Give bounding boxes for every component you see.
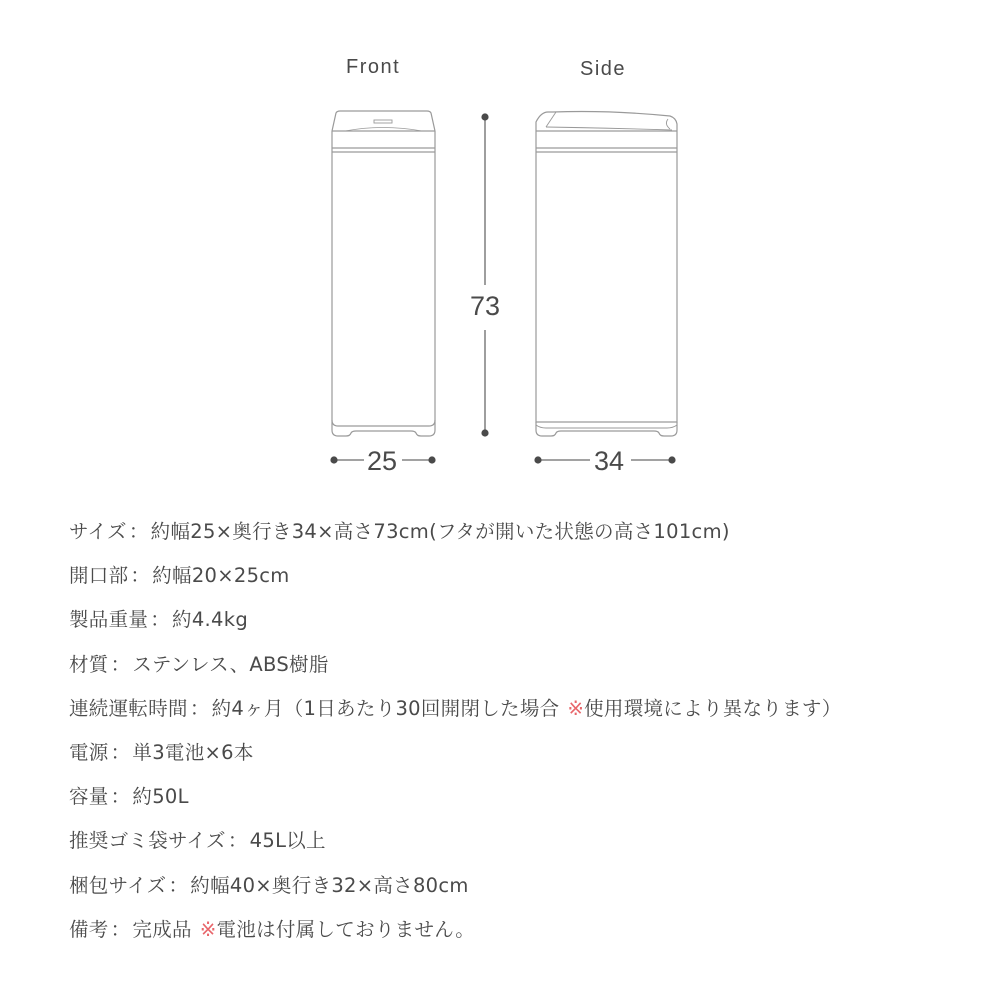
spec-row-size (69, 515, 969, 559)
spec-separator: ： (110, 917, 131, 941)
spec-key: サイズ (69, 520, 127, 543)
spec-value: ステンレス、ABS樹脂 (132, 652, 329, 676)
spec-separator: ： (110, 652, 131, 676)
spec-separator: ： (189, 696, 210, 720)
spec-separator: ： (110, 785, 131, 809)
spec-value: 45L以上 (249, 829, 326, 853)
spec-value: 約4ヶ月（1日あたり30回開閉した場合 (211, 696, 560, 720)
spec-separator: ： (150, 608, 171, 632)
spec-note: 電池は付属しておりません。 (216, 917, 476, 941)
spec-key: 梱包サイズ (69, 873, 167, 897)
spec-key: 材質 (69, 652, 109, 676)
spec-key: 推奨ゴミ袋サイズ (69, 829, 226, 853)
spec-separator: ： (227, 829, 248, 853)
side-view-label: Side (580, 58, 627, 80)
spec-value: 約幅20×25cm (152, 564, 290, 588)
front-width-value: 25 (367, 446, 398, 476)
spec-row-package-size (69, 869, 969, 913)
spec-key: 連続運転時間 (69, 696, 188, 720)
spec-key: 製品重量 (69, 608, 149, 632)
front-view-label: Front (346, 56, 401, 78)
note-mark-icon: ※ (567, 696, 585, 720)
spec-row-runtime (69, 692, 969, 736)
height-dimension-line (481, 113, 488, 436)
spec-row-remarks (69, 913, 969, 957)
spec-value: 単3電池×6本 (132, 740, 254, 764)
front-view-drawing (332, 111, 435, 436)
dimension-dot-icon (534, 456, 541, 463)
spec-value: 約幅40×奥行き32×高さ80cm (190, 873, 469, 897)
dimension-dot-icon (330, 456, 337, 463)
dimension-dot-icon (428, 456, 435, 463)
spec-key: 開口部 (69, 564, 129, 588)
specification-list (69, 515, 969, 957)
spec-separator: ： (130, 564, 151, 588)
spec-value: 約4.4kg (172, 608, 248, 632)
spec-row-material (69, 648, 969, 692)
spec-value: 完成品 (132, 917, 192, 941)
spec-separator: ： (128, 520, 149, 543)
height-value: 73 (470, 291, 501, 321)
spec-key: 容量 (69, 785, 109, 809)
spec-row-power (69, 736, 969, 780)
dimension-dot-icon (668, 456, 675, 463)
spec-key: 電源 (69, 740, 109, 764)
spec-row-capacity (69, 780, 969, 824)
side-depth-value: 34 (594, 446, 625, 476)
spec-value: 約幅25×奥行き34×高さ73cm(フタが開いた状態の高さ101cm) (150, 520, 730, 543)
dimension-dot-icon (481, 113, 488, 120)
spec-value: 約50L (132, 785, 189, 809)
dimension-dot-icon (481, 429, 488, 436)
note-mark-icon: ※ (199, 917, 217, 941)
spec-separator: ： (168, 873, 189, 897)
spec-row-bag-size (69, 824, 969, 868)
spec-separator: ： (110, 740, 131, 764)
spec-note: 使用環境により異なります） (584, 696, 842, 720)
spec-row-opening (69, 559, 969, 603)
spec-row-weight (69, 603, 969, 647)
side-view-drawing (536, 112, 677, 437)
spec-key: 備考 (69, 917, 109, 941)
